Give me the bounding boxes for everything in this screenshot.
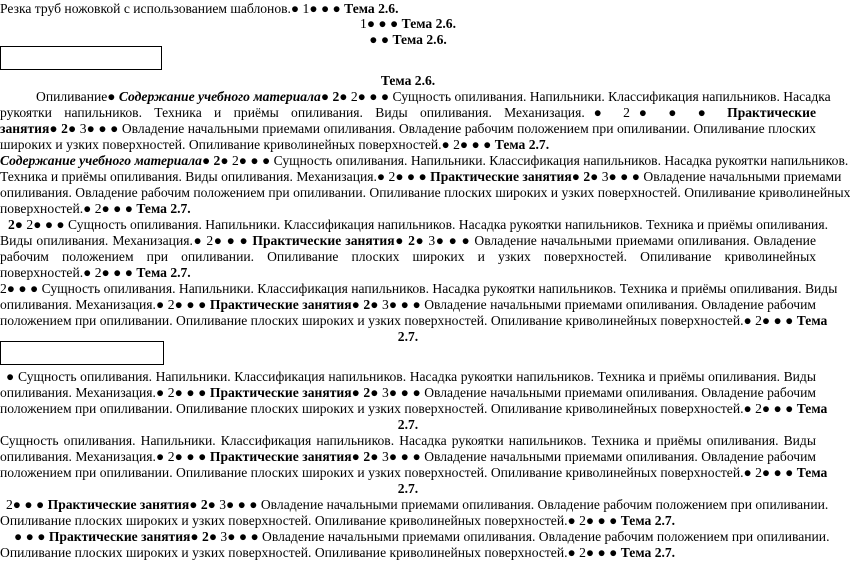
text-line: 2● ● ● Сущность опиливания. Напильники. Классификация напильников. Насадка рукоятки напильников. Техника и приёмы опиливания. Виды xyxy=(0,281,838,296)
text-line: опиливания. Механизация.● 2● ● ● Практические занятия● 2● 3● ● ● Овладение начальными приемами опиливания. Овладение рабочим xyxy=(0,385,816,400)
text-line: рабочим положением при опиливании. Опиливание плоских широких и узких поверхностей. Опиливание криволинейных xyxy=(0,249,816,264)
text-line: 2● ● ● Практические занятия● 2● 3● ● ● Овладение начальными приемами опиливания. Овладение рабочим положением при опиливании. xyxy=(6,497,829,512)
text-line: Сущность опиливания. Напильники. Классификация напильников. Насадка рукоятки напильников. Техника и приёмы опиливания. Виды xyxy=(0,433,816,448)
text-line: Виды опиливания. Механизация.● 2● ● ● Практические занятия● 2● 3● ● ● Овладение начальными приемами опиливания. Овладение xyxy=(0,233,816,248)
text-line: ● ● ● Практические занятия● 2● 3● ● ● Овладение начальными приемами опиливания. Овладение рабочим положением при опиливании. xyxy=(14,529,830,544)
text-line: положением при опиливании. Опиливание плоских широких и узких поверхностей. Опиливание криволинейных поверхностей.● 2● ● ● Тема xyxy=(0,465,828,480)
text-line: опиливания. Механизация.● 2● ● ● Практические занятия● 2● 3● ● ● Овладение начальными приемами опиливания. Овладение рабочим xyxy=(0,449,816,464)
text-line: 1● ● ● Тема 2.6. xyxy=(360,16,456,31)
text-line: 2.7. xyxy=(397,329,419,344)
text-line: Тема 2.6. xyxy=(380,73,436,88)
text-line: рукоятки напильников. Техника и приёмы опиливания. Виды опиливания. Механизация.● 2● ● ● Практические xyxy=(0,105,816,120)
empty-text-box-2 xyxy=(0,341,164,365)
text-line: Резка труб ножовкой с использованием шаблонов.● 1● ● ● Тема 2.6. xyxy=(0,1,399,16)
text-line: опиливания. Овладение рабочим положением при опиливании. Опиливание плоских широких и узких поверхностей. Опиливание криволинейных xyxy=(0,185,850,200)
text-line: Опиливание плоских широких и узких поверхностей. Опиливание криволинейных поверхностей.● 2● ● ● Тема 2.7. xyxy=(0,513,676,528)
text-line: поверхностей.● 2● ● ● Тема 2.7. xyxy=(0,265,191,280)
text-line: Содержание учебного материала● 2● 2● ● ● Сущность опиливания. Напильники. Классификация напильников. Насадка рукоятки напильников. xyxy=(0,153,849,168)
text-line: 2.7. xyxy=(397,481,419,496)
text-line: положением при опиливании. Опиливание плоских широких и узких поверхностей. Опиливание криволинейных поверхностей.● 2● ● ● Тема xyxy=(0,313,828,328)
text-line: ● Сущность опиливания. Напильники. Классификация напильников. Насадка рукоятки напильников. Техника и приёмы опиливания. Виды xyxy=(6,369,816,384)
text-line: широких и узких поверхностей. Опиливание криволинейных поверхностей.● 2● ● ● Тема 2.7. xyxy=(0,137,550,152)
text-line: Техника и приёмы опиливания. Виды опиливания. Механизация.● 2● ● ● Практические занятия● 2● 3● ● ● Овладение начальными приемами xyxy=(0,169,842,184)
text-line: Опиливание● Содержание учебного материала● 2● 2● ● ● Сущность опиливания. Напильники. Классификация напильников. Насадка xyxy=(36,89,831,104)
text-line: положением при опиливании. Опиливание плоских широких и узких поверхностей. Опиливание криволинейных поверхностей.● 2● ● ● Тема xyxy=(0,401,828,416)
text-line: занятия● 2● 3● ● ● Овладение начальными приемами опиливания. Овладение рабочим положением при опиливании. Опиливание плоских xyxy=(0,121,816,136)
text-line: 2● 2● ● ● Сущность опиливания. Напильники. Классификация напильников. Насадка рукоятки напильников. Техника и приёмы опиливания. xyxy=(8,217,828,232)
text-line: 2.7. xyxy=(397,417,419,432)
text-line: опиливания. Механизация.● 2● ● ● Практические занятия● 2● 3● ● ● Овладение начальными приемами опиливания. Овладение рабочим xyxy=(0,297,816,312)
text-line: поверхностей.● 2● ● ● Тема 2.7. xyxy=(0,201,191,216)
text-line: ● ● Тема 2.6. xyxy=(369,32,447,47)
empty-text-box-1 xyxy=(0,46,162,70)
text-line: Опиливание плоских широких и узких поверхностей. Опиливание криволинейных поверхностей.● 2● ● ● Тема 2.7. xyxy=(0,545,676,560)
